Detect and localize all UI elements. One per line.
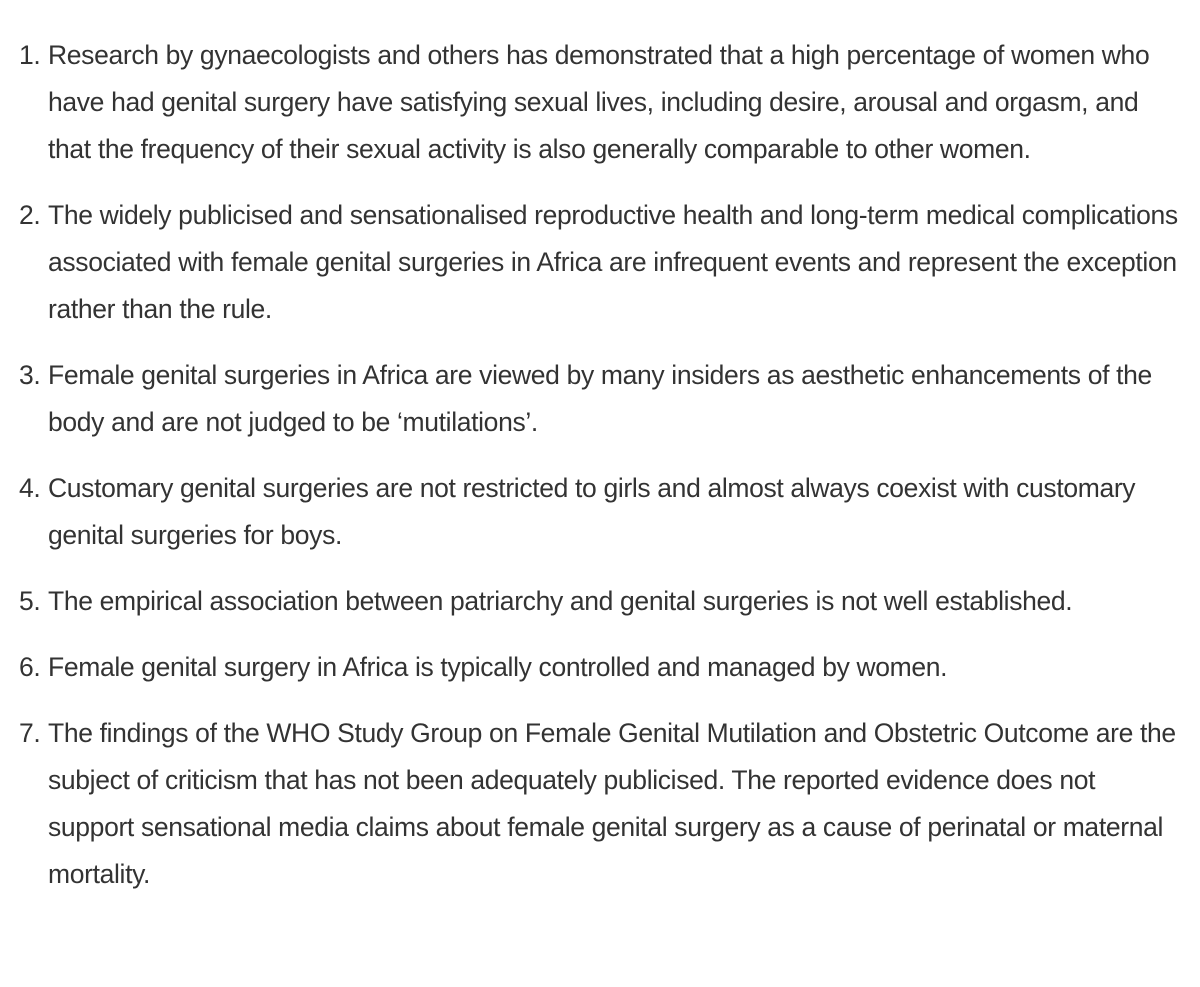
- list-item-number: 7.: [19, 718, 41, 748]
- list-item-number: 5.: [19, 586, 41, 616]
- list-item-text: Female genital surgeries in Africa are viewed by many insiders as aesthetic enhancements of the body and are not judged to be ‘mutilations’.: [48, 360, 1152, 437]
- list-item: [0, 710, 1188, 898]
- list-item-number: 6.: [19, 652, 41, 682]
- list-item-number: 3.: [19, 360, 41, 390]
- list-item-number: 2.: [19, 200, 41, 230]
- list-item: [0, 644, 1188, 691]
- list-item: [0, 578, 1188, 625]
- list-item-text: Customary genital surgeries are not restricted to girls and almost always coexist with customary genital surgeries for boys.: [48, 473, 1136, 550]
- list-item: [0, 192, 1188, 333]
- list-item-number: 4.: [19, 473, 41, 503]
- list-item-text: Research by gynaecologists and others has demonstrated that a high percentage of women who have had genital surgery have satisfying sexual lives, including desire, arousal and orgasm, and that the frequency of their sexual activity is also generally comparable to other women.: [48, 40, 1150, 164]
- list-item: [0, 32, 1188, 173]
- list-item: [0, 465, 1188, 559]
- list-item-text: The widely publicised and sensationalised reproductive health and long-term medical complications associated with female genital surgeries in Africa are infrequent events and represent the exception rather than the rule.: [48, 200, 1178, 324]
- list-item-text: Female genital surgery in Africa is typically controlled and managed by women.: [48, 652, 948, 682]
- list-item-text: The empirical association between patriarchy and genital surgeries is not well established.: [48, 586, 1073, 616]
- list-item: [0, 352, 1188, 446]
- list-item-text: The findings of the WHO Study Group on Female Genital Mutilation and Obstetric Outcome are the subject of criticism that has not been adequately publicised. The reported evidence does not support sensational media claims about female genital surgery as a cause of perinatal or maternal mortality.: [48, 718, 1176, 889]
- list-item-number: 1.: [19, 40, 41, 70]
